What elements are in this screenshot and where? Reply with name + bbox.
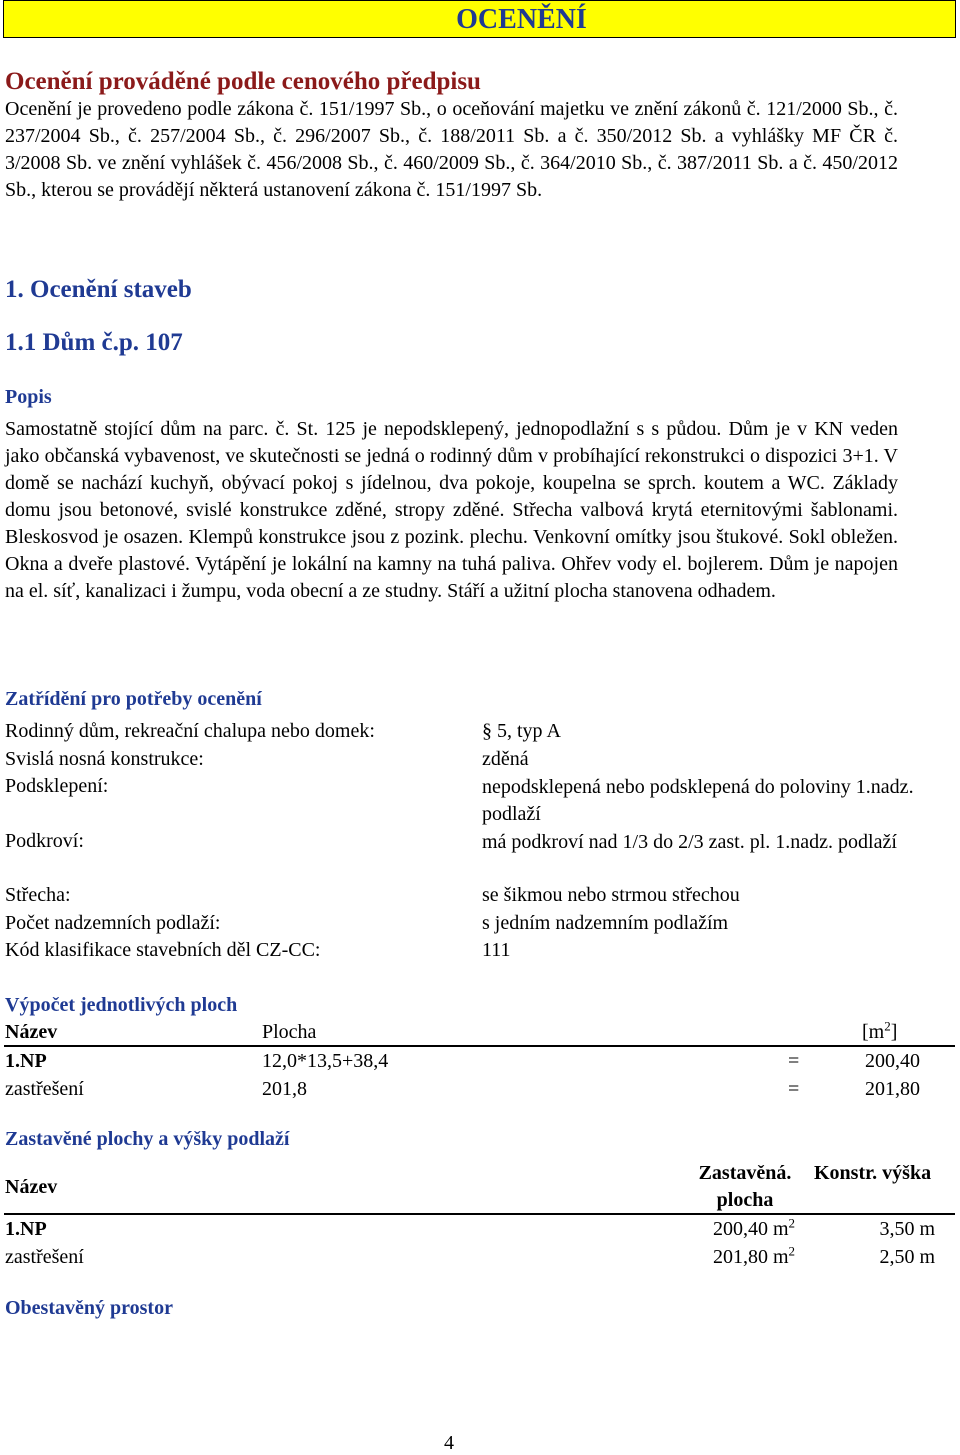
area-row-result: 200,40 [865, 1050, 920, 1072]
area-row-eq: = [788, 1050, 800, 1072]
areas-col-unit: $[m^2]$ [862, 1018, 898, 1043]
page-number: 4 [444, 1432, 454, 1454]
floors-col-name: Název [5, 1176, 58, 1198]
class-label: Střecha: [5, 884, 71, 906]
floors-col-built-line2: plocha [716, 1189, 774, 1211]
banner-title: OCENĚNÍ [456, 4, 587, 35]
areas-col-name: Název [5, 1021, 58, 1043]
class-label: Kód klasifikace stavebních děl CZ-CC: [5, 939, 321, 961]
floors-col-height: Konstr. výška [814, 1162, 932, 1184]
area-row-result: 201,80 [865, 1078, 920, 1100]
title-banner [3, 0, 956, 38]
area-row-name: zastřešení [5, 1078, 84, 1100]
section-title: Ocenění prováděné podle cenového předpisu [5, 68, 481, 95]
class-value: 111 [482, 939, 511, 961]
area-row-eq: = [788, 1078, 800, 1100]
enclosed-space-heading: Obestavěný prostor [5, 1297, 173, 1319]
class-value: se šikmou nebo strmou střechou [482, 884, 740, 906]
floor-row-area: 201,80 $m^2$ [712, 1243, 795, 1268]
floor-row-height: 2,50 m [879, 1246, 935, 1268]
floors-heading: Zastavěné plochy a výšky podlaží [5, 1128, 290, 1150]
class-value: zděná [482, 748, 529, 770]
class-label: Svislá nosná konstrukce: [5, 748, 204, 770]
class-value: nepodsklepená nebo podsklepená do poloviny 1.nadz. podlaží [482, 776, 914, 825]
areas-heading: Výpočet jednotlivých ploch [5, 994, 238, 1016]
floors-header-rule [4, 1213, 955, 1215]
class-label: Počet nadzemních podlaží: [5, 912, 221, 934]
class-value: s jedním nadzemním podlažím [482, 912, 729, 934]
areas-col-area: Plocha [262, 1021, 317, 1043]
class-label: Podsklepení: [5, 775, 109, 797]
area-row-formula: 201,8 [262, 1078, 307, 1100]
heading-dum: 1.1 Dům č.p. 107 [5, 329, 183, 356]
intro-paragraph: Ocenění je provedeno podle zákona č. 151/1997 Sb., o oceňování majetku ve znění zákonů č. 121/2000 Sb., č. 237/2004 Sb., č. 257/2004 Sb., č. 296/2007 Sb., č. 188/2011 Sb. a č. 350/2012 Sb. a vyhlášky MF ČR č. 3/2008 Sb. ve znění vyhlášek č. 456/2008 Sb., č. 460/2009 Sb., č. 364/2010 Sb., č. 387/2011 Sb. a č. 450/2012 Sb., kterou se provádějí některá ustanovení zákona č. 151/1997 Sb. [5, 98, 898, 201]
class-value: § 5, typ A [482, 720, 561, 742]
floor-row-height: 3,50 m [879, 1218, 935, 1240]
class-label: Rodinný dům, rekreační chalupa nebo domek: [5, 720, 375, 742]
classification-heading: Zatřídění pro potřeby ocenění [5, 688, 262, 710]
floor-row-name: 1.NP [5, 1218, 47, 1240]
floors-col-built-line1: Zastavěná. [698, 1162, 792, 1184]
areas-header-rule [4, 1045, 955, 1047]
floor-row-area: 200,40 $m^2$ [712, 1215, 795, 1240]
floor-row-name: zastřešení [5, 1246, 84, 1268]
popis-paragraph: Samostatně stojící dům na parc. č. St. 125 je nepodsklepený, jednopodlažní s s půdou. Dům je v KN veden jako občanská vybavenost, ve skutečnosti se jedná o rodinný dům v probíhající rekonstrukci o dispozici 3+1. V domě se nachází kuchyň, obývací pokoj s jídelnou, dva pokoje, koupelna se sprch. koutem a WC. Základy domu jsou betonové, svislé konstrukce zděné, stropy zděné. Střecha valbová krytá eternitovými šablonami. Bleskosvod je osazen. Klempů konstrukce jsou z pozink. plechu. Venkovní omítky jsou štukové. Sokl obležen. Okna a dveře plastové. Vytápění je lokální na kamny na tuhá paliva. Ohřev vody el. bojlerem. Dům je napojen na el. síť, kanalizaci i žumpu, voda obecní a ze studny. Stáří a užitní plocha stanovena odhadem. [5, 418, 898, 602]
class-label: Podkroví: [5, 830, 84, 852]
area-row-formula: 12,0*13,5+38,4 [262, 1050, 389, 1072]
class-value: má podkroví nad 1/3 do 2/3 zast. pl. 1.nadz. podlaží [482, 831, 897, 853]
area-row-name: 1.NP [5, 1050, 47, 1072]
popis-label: Popis [5, 386, 52, 408]
heading-stavby: 1. Ocenění staveb [5, 276, 192, 303]
